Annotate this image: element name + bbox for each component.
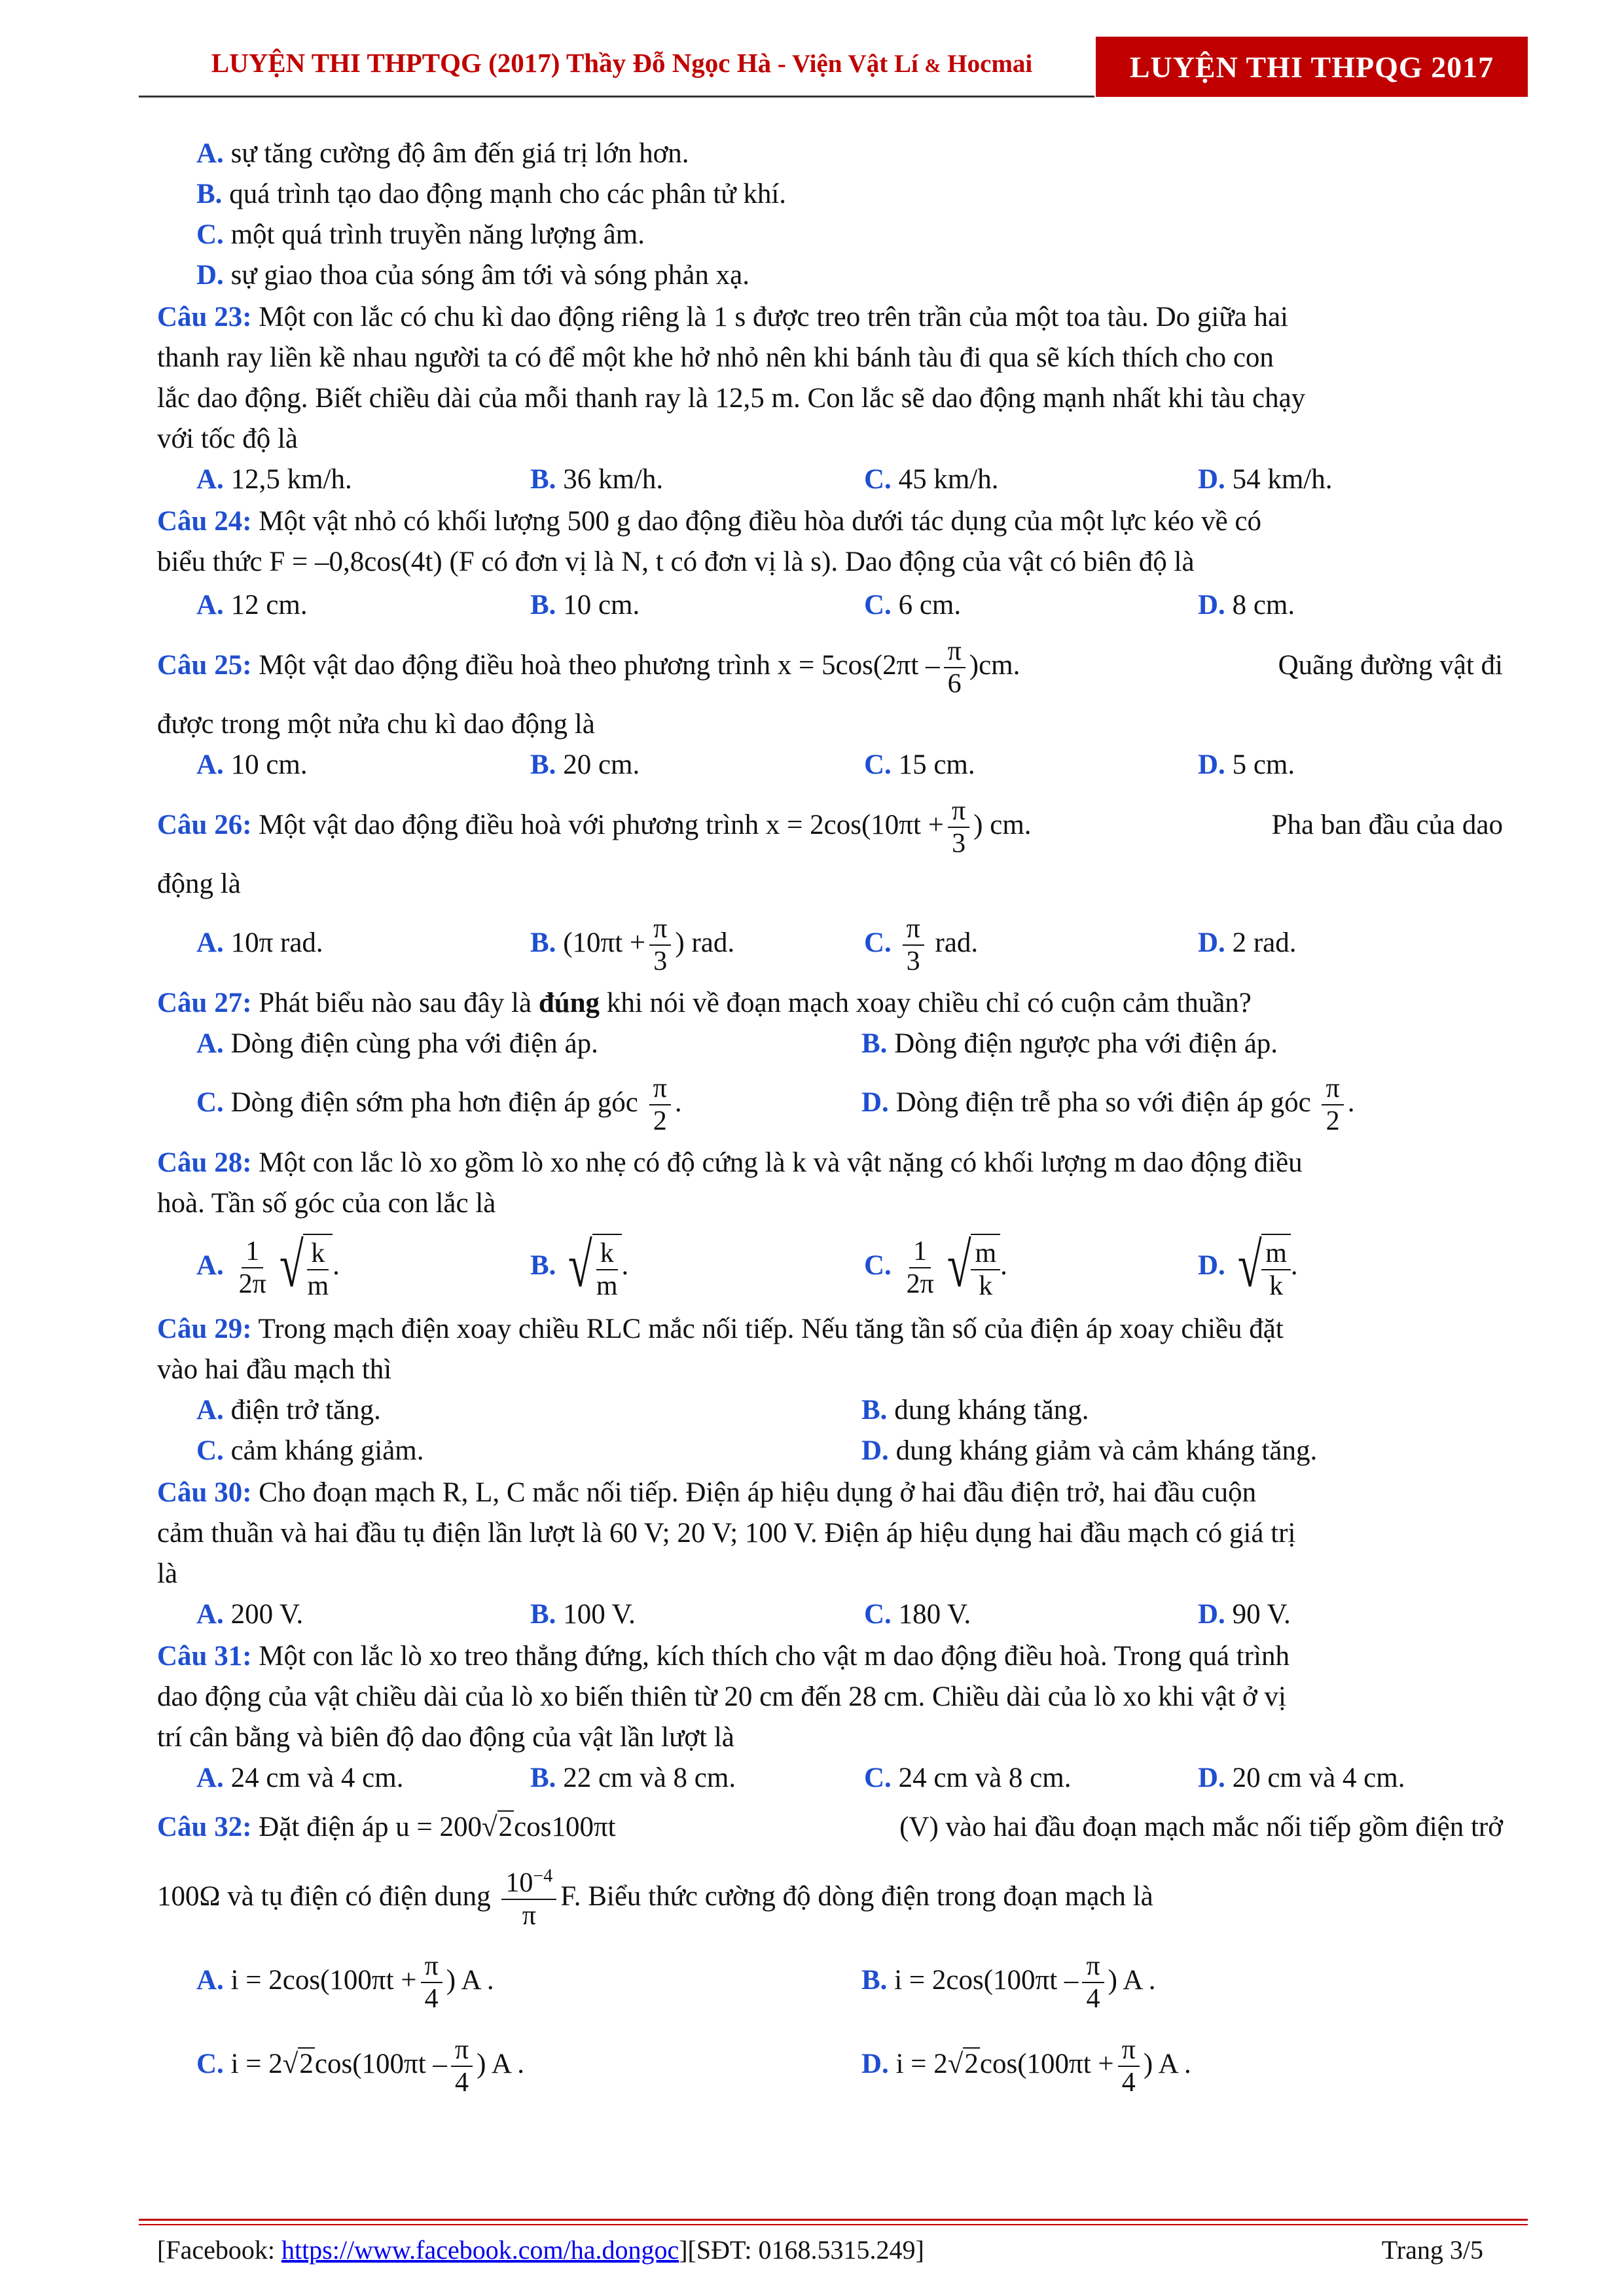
motion-equation: x = 2cos(10πt + $\frac{\pi}{3}$ ) cm. [765,795,1032,859]
footer: [Facebook: https://www.facebook.com/ha.dongoc][SĐT: 0168.5315.249] [157,2235,924,2265]
option-d: D. √ $\frac{m}{k}$ . [1198,1229,1298,1302]
option-d: D. 8 cm. [1198,590,1295,620]
exam-content [157,134,1503,2106]
q22-option-b: B. quá trình tạo dao động mạnh cho các phân tử khí. [196,179,787,209]
option-a: A. 24 cm và 4 cm. [196,1763,404,1793]
option-b: B. (10πt + $\frac{\pi}{3}$ ) rad. [530,913,735,977]
footer-divider-2 [139,2224,1528,2225]
q26-options [157,905,1503,982]
question-31: Câu 31: Một con lắc lò xo treo thẳng đứng, kích thích cho vật m dao động điều hoà. Trong quá trình dao động của vật chiều dài của lò xo biến thiên từ 20 cm đến 28 cm. Chiều dài của lò xo khi vật ở vị trí cân bằng và biên độ dao động của vật lần lượt là [157,1641,1290,1753]
q29-options-ab [157,1390,1503,1431]
option-a: A. i = 2cos(100πt + $\frac{\pi}{4}$ ) A . [196,1950,494,2015]
option-a: A. 12,5 km/h. [196,464,352,495]
q31-options [157,1758,1503,1799]
q27-options-cd [157,1064,1503,1141]
option-a: A. $\frac{1}{2\pi}$ √ $\frac{k}{m}$ . [196,1229,340,1302]
option-d: D. 90 V. [1198,1599,1291,1630]
question-30: Câu 30: Cho đoạn mạch R, L, C mắc nối tiếp. Điện áp hiệu dụng ở hai đầu điện trở, hai đầu cuộn cảm thuần và hai đầu tụ điện lần lượt là 60 V; 20 V; 100 V. Điện áp hiệu dụng hai đầu mạch có giá trị là [157,1477,1296,1589]
option-c: C. Dòng điện sớm pha hơn điện áp góc $\frac{\pi}{2}$ . [196,1073,682,1137]
option-a: A. 12 cm. [196,590,308,620]
question-26: Câu 26: Một vật dao động điều hoà với phương trình x = 2cos(10πt + $\frac{\pi}{3}$ ) cm. Pha ban đầu của dao động là [157,795,1503,899]
question-label: Câu 25: [157,650,252,681]
force-formula: F = –0,8cos(4t) [269,547,442,577]
option-d: D. Dòng điện trễ pha so với điện áp góc $\frac{\pi}{2}$ . [861,1073,1355,1137]
q28-options [157,1224,1503,1308]
option-c: C. 180 V. [864,1599,971,1630]
voltage-equation: u = 200√2cos100πt [395,1812,616,1842]
option-b: B. Dòng điện ngược pha với điện áp. [861,1028,1278,1059]
option-a: A. 200 V. [196,1599,304,1630]
facebook-link[interactable]: https://www.facebook.com/ha.dongoc [281,2235,679,2265]
option-c: C. i = 2√2cos(100πt – $\frac{\pi}{4}$ ) A . [196,2034,525,2098]
option-b: B. √ $\frac{k}{m}$ . [530,1229,629,1302]
option-c: C. 45 km/h. [864,464,999,495]
question-label: Câu 31: [157,1641,252,1672]
option-b: B. 20 cm. [530,749,640,780]
option-c: C. $\frac{1}{2\pi}$ √ $\frac{m}{k}$ . [864,1229,1007,1302]
option-d: D. 2 rad. [1198,927,1297,958]
question-32: Câu 32: Đặt điện áp u = 200√2cos100πt (V) vào hai đầu đoạn mạch mắc nối tiếp gồm điện trở 100Ω và tụ điện có điện dung $\frac{10^{-4}}{\pi}$ F. Biểu thức cường độ dòng điện trong đoạn mạch là [157,1812,1503,1931]
motion-equation: x = 5cos(2πt – $\frac{\pi}{6}$ )cm. [777,636,1020,700]
header-org-2: Hocmai [941,50,1033,78]
question-29: Câu 29: Trong mạch điện xoay chiều RLC mắc nối tiếp. Nếu tăng tần số của điện áp xoay chiều đặt vào hai đầu mạch thì [157,1314,1284,1385]
question-label: Câu 30: [157,1477,252,1508]
option-b: B. 100 V. [530,1599,636,1630]
question-23: Câu 23: Một con lắc có chu kì dao động riêng là 1 s được treo trên trần của một toa tàu. Do giữa hai thanh ray liền kề nhau người ta có để một khe hở nhỏ nên khi bánh tàu đi qua sẽ kích thích cho con lắc dao động. Biết chiều dài của mỗi thanh ray là 12,5 m. Con lắc sẽ dao động mạnh nhất khi tàu chạy với tốc độ là [157,302,1306,454]
option-b: B. i = 2cos(100πt – $\frac{\pi}{4}$ ) A . [861,1950,1156,2015]
option-a: A. 10 cm. [196,749,308,780]
option-d: D. 54 km/h. [1198,464,1333,495]
question-label: Câu 29: [157,1314,252,1344]
option-d: D. 5 cm. [1198,749,1295,780]
question-label: Câu 28: [157,1147,252,1178]
question-label: Câu 23: [157,302,252,332]
question-label: Câu 27: [157,988,252,1018]
question-label: Câu 26: [157,810,252,840]
q27-options-ab [157,1024,1503,1064]
option-d: D. 20 cm và 4 cm. [1198,1763,1405,1793]
option-a: A. 10π rad. [196,927,323,958]
option-a: A. điện trở tăng. [196,1395,381,1426]
option-c: C. 24 cm và 8 cm. [864,1763,1072,1793]
q32-options-ab [157,1939,1503,2022]
option-d: D. i = 2√2cos(100πt + $\frac{\pi}{4}$ ) A . [861,2034,1191,2098]
option-d: D. dung kháng giảm và cảm kháng tăng. [861,1435,1318,1466]
q32-options-cd [157,2022,1503,2106]
header-divider [139,96,1094,98]
question-25: Câu 25: Một vật dao động điều hoà theo phương trình x = 5cos(2πt – $\frac{\pi}{6}$ )cm. Quãng đường vật đi được trong một nửa chu kì dao động là [157,636,1503,740]
page-number: Trang 3/5 [1381,2235,1483,2265]
q24-options [157,585,1503,626]
option-b: B. dung kháng tăng. [861,1395,1089,1426]
q30-options [157,1594,1503,1635]
header-title [157,47,1087,79]
question-28: Câu 28: Một con lắc lò xo gồm lò xo nhẹ có độ cứng là k và vật nặng có khối lượng m dao động điều hoà. Tần số góc của con lắc là [157,1147,1303,1219]
option-b: B. 10 cm. [530,590,640,620]
option-c: C. 6 cm. [864,590,962,620]
footer-divider [139,2219,1528,2221]
question-label: Câu 24: [157,506,252,537]
option-c: C. 15 cm. [864,749,975,780]
question-24: Câu 24: Một vật nhỏ có khối lượng 500 g dao động điều hòa dưới tác dụng của một lực kéo về có biểu thức F = –0,8cos(4t) (F có đơn vị là N, t có đơn vị là s). Dao động của vật có biên độ là [157,506,1262,577]
q25-options [157,745,1503,785]
q22-option-c: C. một quá trình truyền năng lượng âm. [196,219,645,250]
question-label: Câu 32: [157,1812,252,1842]
q23-options [157,459,1503,500]
header-amp: & [924,55,941,77]
q22-option-a: A. sự tăng cường độ âm đến giá trị lớn hơn. [196,138,689,169]
question-27: Câu 27: Phát biểu nào sau đây là đúng khi nói về đoạn mạch xoay chiều chỉ có cuộn cảm thuần? [157,988,1252,1018]
header-org: - Viện Vật Lí [771,50,925,78]
option-c: C. cảm kháng giảm. [196,1435,424,1466]
option-c: C. $\frac{\pi}{3}$ rad. [864,913,979,977]
option-b: B. 22 cm và 8 cm. [530,1763,736,1793]
header-badge: LUYỆN THI THPQG 2017 [1096,37,1528,97]
header-title-main: LUYỆN THI THPTQG (2017) Thầy Đỗ Ngọc Hà [211,48,772,78]
option-b: B. 36 km/h. [530,464,664,495]
q29-options-cd [157,1431,1503,1471]
option-a: A. Dòng điện cùng pha với điện áp. [196,1028,598,1059]
q22-option-d: D. sự giao thoa của sóng âm tới và sóng phản xạ. [196,260,749,291]
